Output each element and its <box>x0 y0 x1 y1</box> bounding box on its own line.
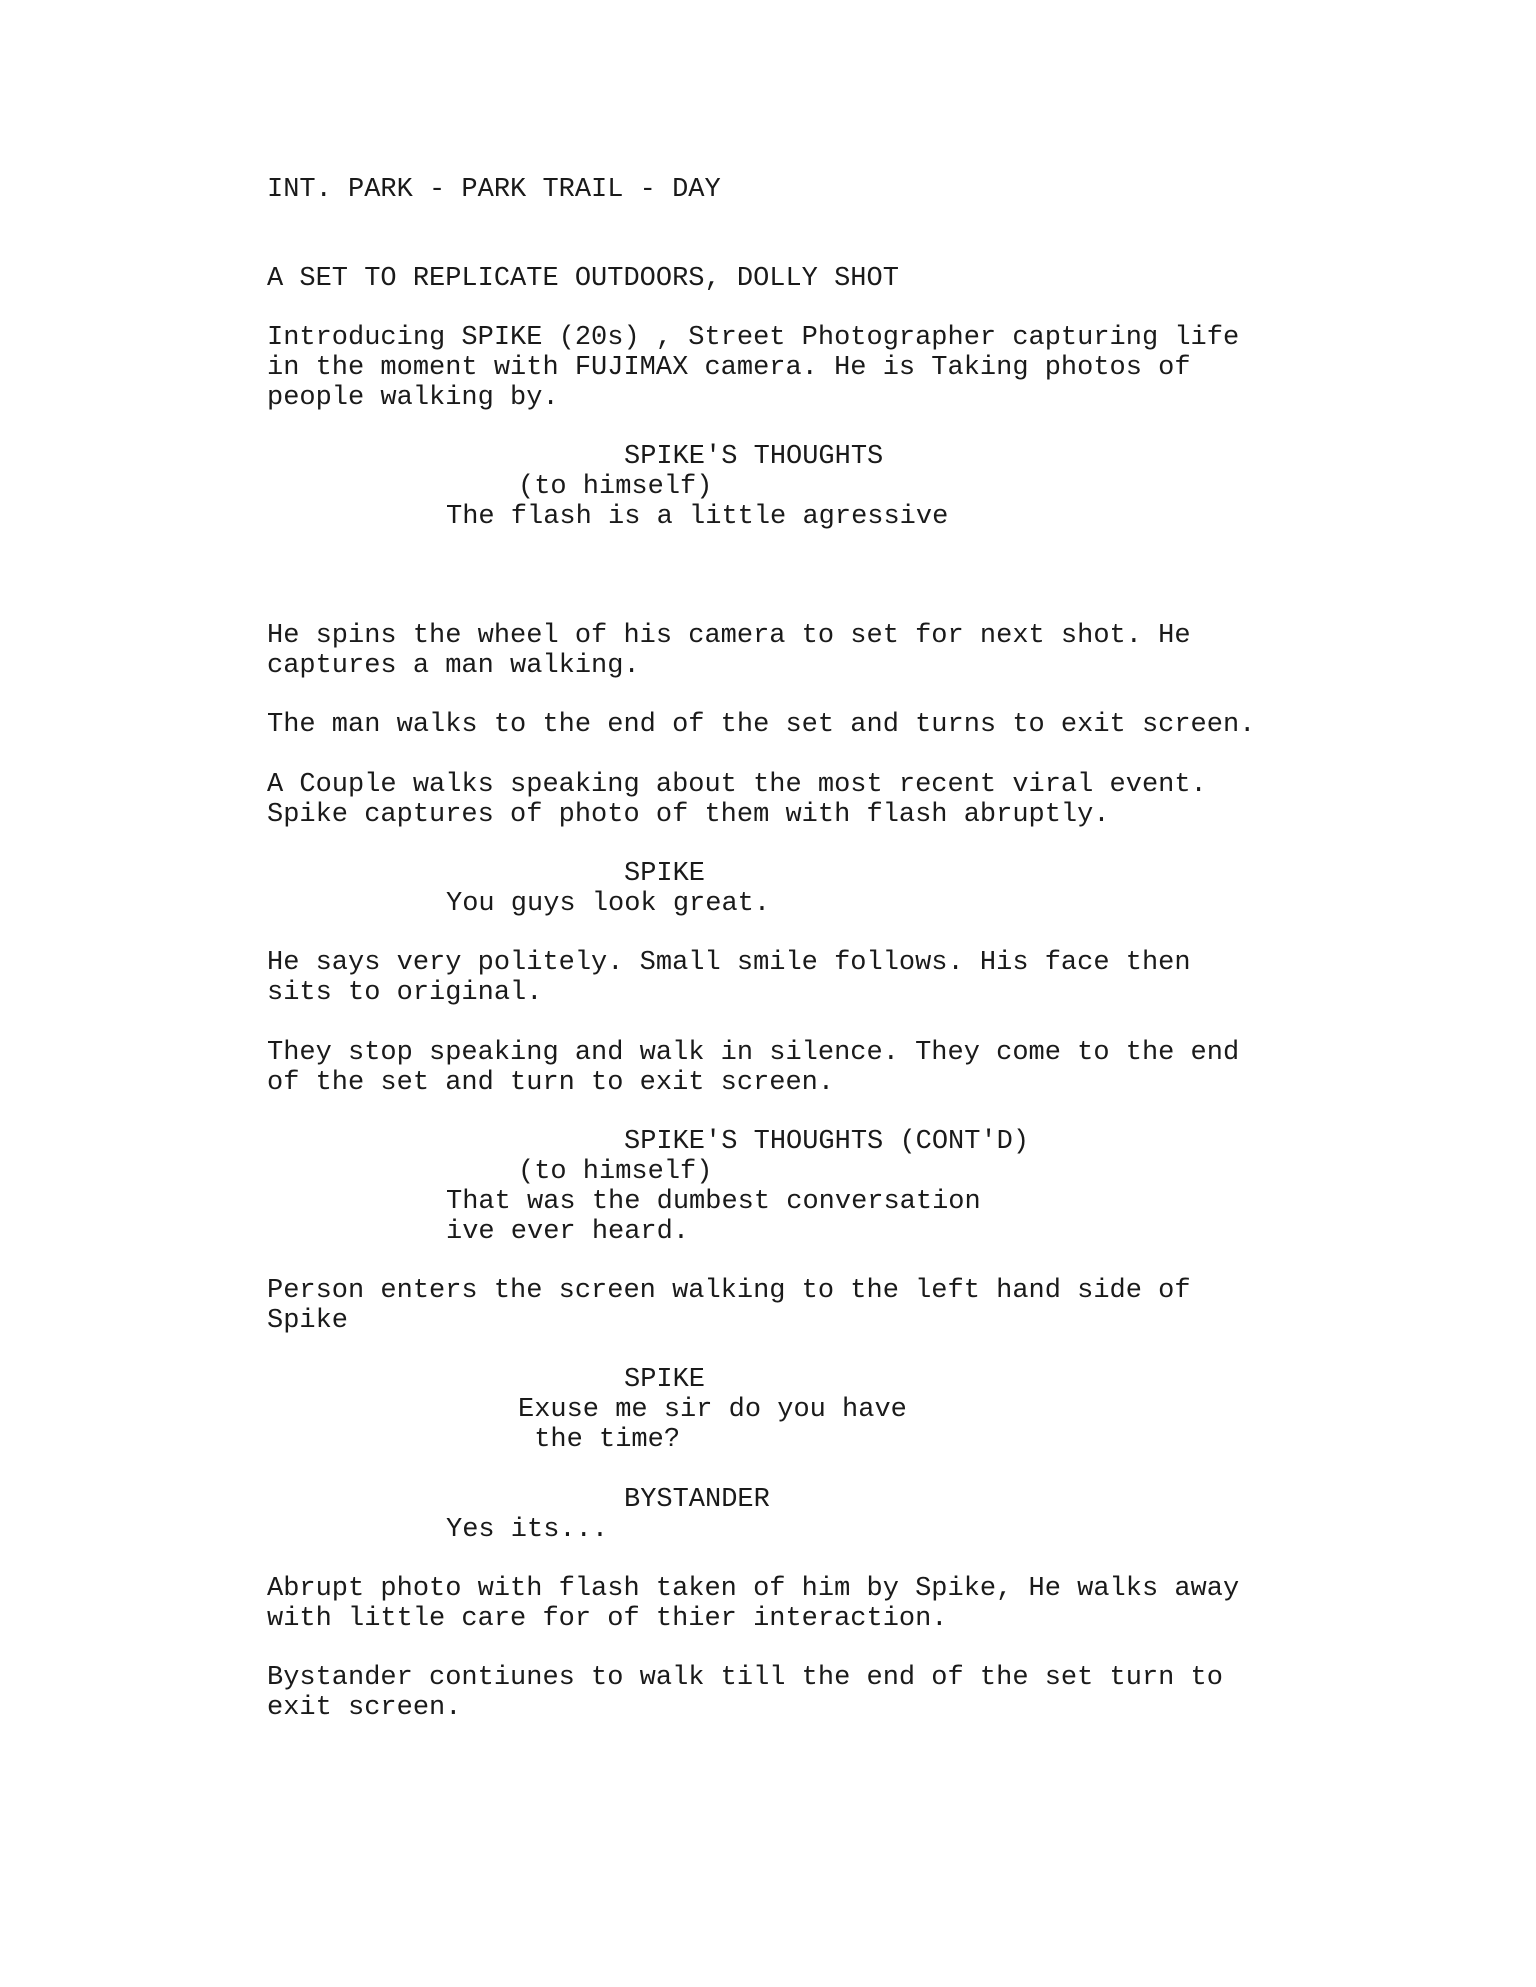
dialogue-line: That was the dumbest conversation <box>446 1187 981 1217</box>
action-line: They stop speaking and walk in silence. They come to the end <box>267 1038 1240 1068</box>
action-line: Introducing SPIKE (20s) , Street Photographer capturing life <box>267 323 1240 353</box>
action-line: Bystander contiunes to walk till the end of the set turn to <box>267 1663 1223 1693</box>
dialogue-line: ive ever heard. <box>446 1217 690 1247</box>
dialogue-line: You guys look great. <box>446 889 771 919</box>
action-line: Abrupt photo with flash taken of him by Spike, He walks away <box>267 1574 1240 1604</box>
action-line: with little care for of thier interaction. <box>267 1604 948 1634</box>
parenthetical: (to himself) <box>518 1157 713 1187</box>
action-line: of the set and turn to exit screen. <box>267 1068 835 1098</box>
action-line: The man walks to the end of the set and turns to exit screen. <box>267 710 1256 740</box>
action-line: people walking by. <box>267 383 559 413</box>
parenthetical: (to himself) <box>518 472 713 502</box>
character-name: SPIKE'S THOUGHTS (CONT'D) <box>624 1127 1030 1157</box>
action-line: He says very politely. Small smile follows. His face then <box>267 948 1191 978</box>
action-line: A SET TO REPLICATE OUTDOORS, DOLLY SHOT <box>267 264 899 294</box>
action-line: sits to original. <box>267 978 543 1008</box>
action-line: captures a man walking. <box>267 651 640 681</box>
action-line: He spins the wheel of his camera to set for next shot. He <box>267 621 1191 651</box>
action-line: in the moment with FUJIMAX camera. He is Taking photos of <box>267 353 1191 383</box>
action-line: A Couple walks speaking about the most recent viral event. <box>267 770 1207 800</box>
character-name: SPIKE'S THOUGHTS <box>624 442 884 472</box>
dialogue-line: The flash is a little agressive <box>446 502 949 532</box>
character-name: BYSTANDER <box>624 1485 770 1515</box>
dialogue-line: Exuse me sir do you have <box>518 1395 907 1425</box>
character-name: SPIKE <box>624 859 706 889</box>
dialogue-line: Yes its... <box>446 1515 609 1545</box>
action-line: Spike captures of photo of them with flash abruptly. <box>267 800 1110 830</box>
scene-heading: INT. PARK - PARK TRAIL - DAY <box>267 175 721 205</box>
action-line: exit screen. <box>267 1693 462 1723</box>
action-line: Person enters the screen walking to the left hand side of <box>267 1276 1191 1306</box>
dialogue-line: the time? <box>518 1425 681 1455</box>
character-name: SPIKE <box>624 1365 706 1395</box>
action-line: Spike <box>267 1306 349 1336</box>
